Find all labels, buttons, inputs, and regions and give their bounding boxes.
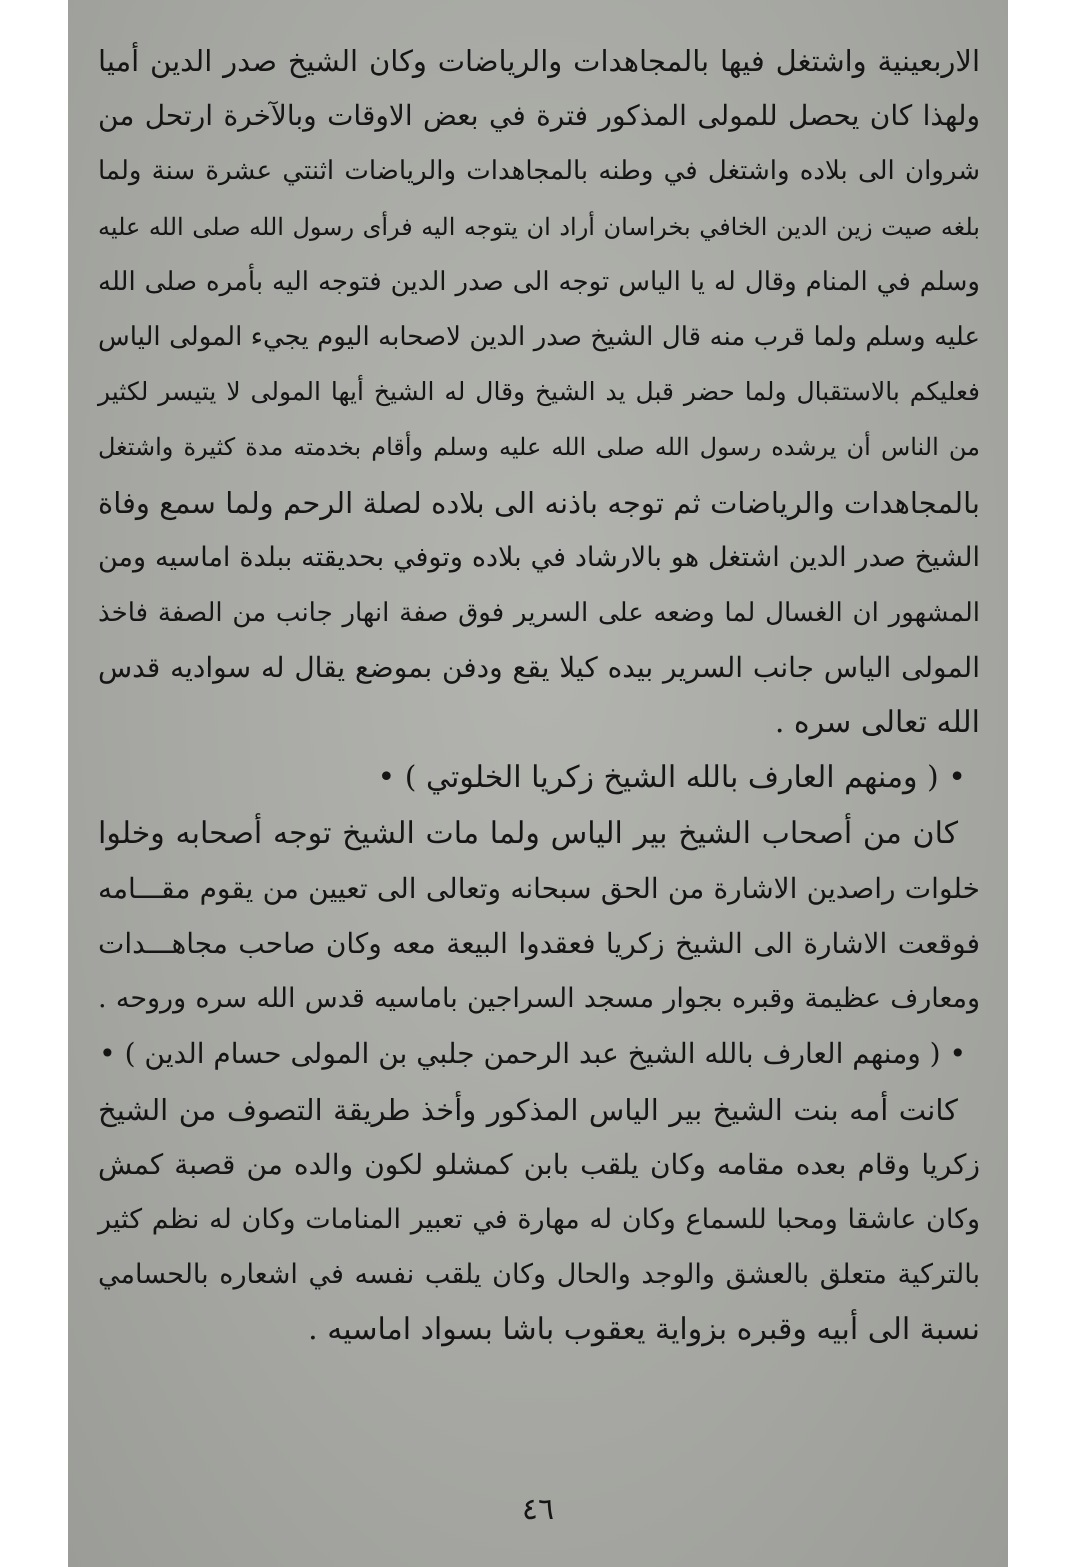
text-line: المشهور ان الغسال لما وضعه على السرير فوق صفة انهار جانب من الصفة فاخذ — [98, 597, 980, 628]
text-line: كانت أمه بنت الشيخ بير الياس المذكور وأخذ طريقة التصوف من الشيخ — [98, 1092, 958, 1127]
text-line: المولى الياس جانب السرير بيده كيلا يقع ودفن بموضع يقال له سواديه قدس — [98, 651, 980, 685]
text-line: فعليكم بالاستقبال ولما حضر قبل يد الشيخ وقال له الشيخ أيها المولى لا يتيسر لكثير — [98, 377, 980, 407]
text-line: خلوات راصدين الاشارة من الحق سبحانه وتعالى الى تعيين من يقوم مقـــامه — [98, 871, 980, 905]
text-line: فوقعت الاشارة الى الشيخ زكريا فعقدوا البيعة معه وكان صاحب مجاهـــدات — [98, 927, 980, 960]
text-line: بالمجاهدات والرياضات ثم توجه باذنه الى بلاده لصلة الرحم ولما سمع وفاة — [98, 485, 980, 520]
text-line: وسلم في المنام وقال له يا الياس توجه الى صدر الدين فتوجه اليه بأمره صلى الله — [98, 266, 980, 297]
body-text — [98, 46, 980, 1371]
text-line: بلغه صيت زين الدين الخافي بخراسان أراد ان يتوجه اليه فرأى رسول الله صلى الله عليه — [98, 212, 980, 241]
text-line: شروان الى بلاده واشتغل في وطنه بالمجاهدات والرياضات اثنتي عشرة سنة ولما — [98, 156, 980, 187]
text-line: من الناس أن يرشده رسول الله صلى الله عليه وسلم وأقام بخدمته مدة كثيرة واشتغل — [98, 433, 981, 462]
text-line: الاربعينية واشتغل فيها بالمجاهدات والرياضات وكان الشيخ صدر الدين أميا — [98, 44, 980, 78]
text-line: ولهذا كان يحصل للمولى المذكور فترة في بعض الاوقات وبالآخرة ارتحل من — [98, 99, 980, 133]
text-line: عليه وسلم ولما قرب منه قال الشيخ صدر الدين لاصحابه اليوم يجيء المولى الياس — [98, 321, 980, 352]
text-line: نسبة الى أبيه وقبره بزواية يعقوب باشا بسواد اماسيه . — [308, 1312, 980, 1348]
text-line: وكان عاشقا ومحبا للسماع وكان له مهارة في تعبير المنامات وكان له نظم كثير — [98, 1203, 980, 1235]
book-page — [68, 0, 1008, 1567]
section-heading: • ( ومنهم العارف بالله الشيخ عبد الرحمن جلبي بن المولى حسام الدين ) • — [99, 1037, 966, 1071]
text-line: بالتركية متعلق بالعشق والوجد والحال وكان يلقب نفسه في اشعاره بالحسامي — [98, 1259, 980, 1291]
text-line: الشيخ صدر الدين اشتغل هو بالارشاد في بلاده وتوفي بحديقته ببلدة اماسيه ومن — [98, 541, 980, 573]
text-line: زكريا وقام بعده مقامه وكان يلقب بابن كمشلو لكون والده من قصبة كمش — [98, 1147, 980, 1181]
text-line: كان من أصحاب الشيخ بير الياس ولما مات الشيخ توجه أصحابه وخلوا — [98, 815, 958, 851]
page-number: ٤٦ — [521, 1492, 555, 1527]
text-line: الله تعالى سره . — [774, 705, 980, 741]
section-heading: • ( ومنهم العارف بالله الشيخ زكريا الخلوتي ) • — [377, 760, 966, 796]
text-line: ومعارف عظيمة وقبره بجوار مسجد السراجين باماسيه قدس الله سره وروحه . — [98, 983, 980, 1015]
